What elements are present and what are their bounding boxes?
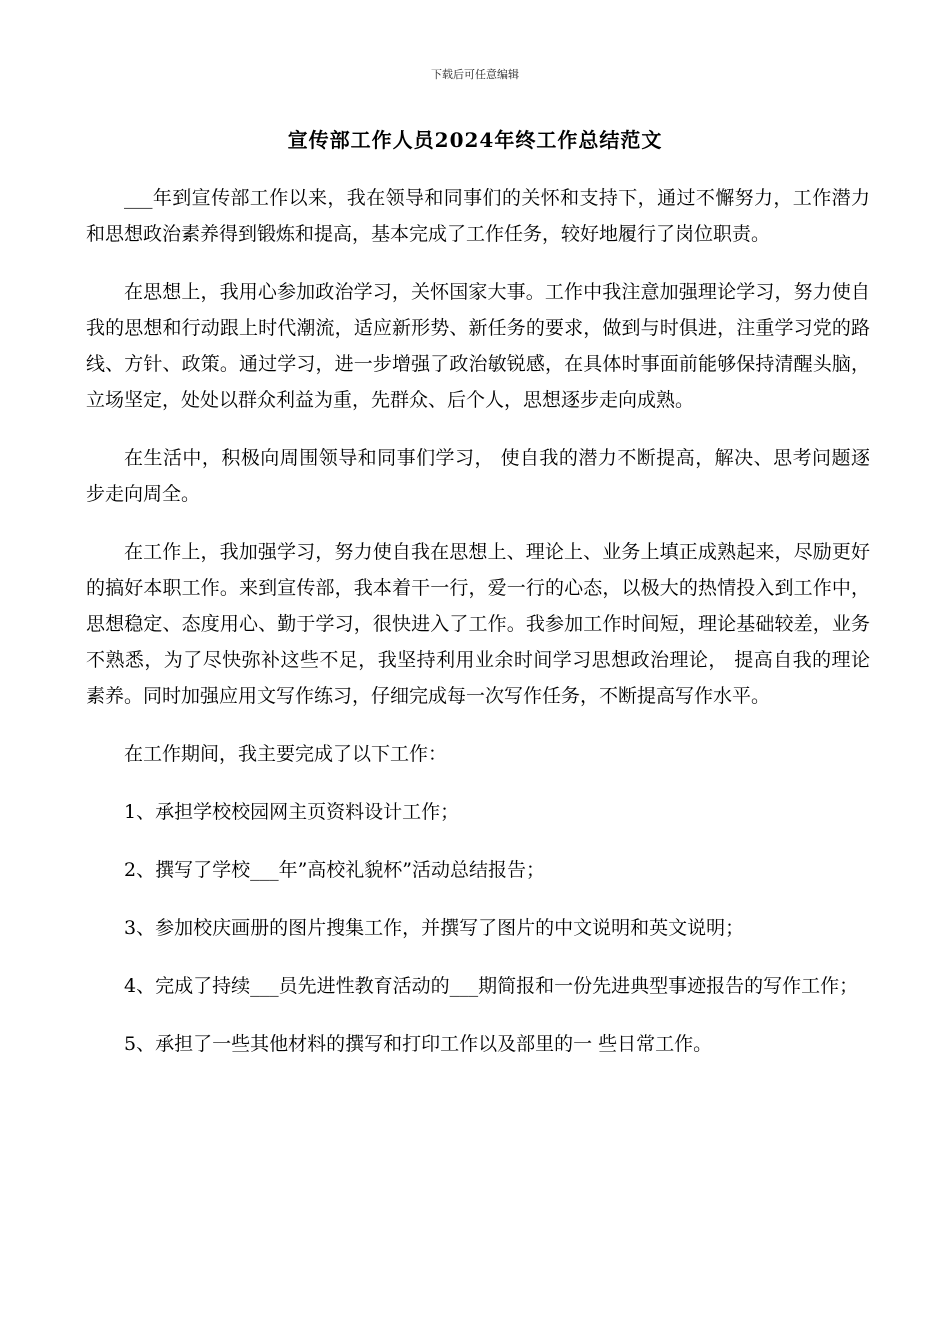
paragraph: ___年到宣传部工作以来，我在领导和同事们的关怀和支持下，通过不懈努力，工作潜力和思想政治素养得到锻炼和提高，基本完成了工作任务，较好地履行了岗位职责。 bbox=[86, 187, 870, 245]
list-item: 4、完成了持续___员先进性教育活动的___期简报和一份先进典型事迹报告的写作工作； bbox=[124, 975, 859, 997]
list-item: 2、撰写了学校___年”高校礼貌杯”活动总结报告； bbox=[124, 859, 546, 881]
list-item: 5、承担了一些其他材料的撰写和打印工作以及部里的一 些日常工作。 bbox=[124, 1033, 713, 1055]
list-item: 3、参加校庆画册的图片搜集工作，并撰写了图片的中文说明和英文说明； bbox=[124, 917, 745, 939]
document-body bbox=[86, 180, 870, 1084]
paragraph: 在工作上，我加强学习，努力使自我在思想上、理论上、业务上填正成熟起来，尽励更好的搞好本职工作。来到宣传部，我本着干一行，爱一行的心态，以极大的热情投入到工作中，思想稳定、态度用心、勤于学习，很快进入了工作。我参加工作时间短，理论基础较差，业务不熟悉，为了尽快弥补这些不足，我坚持利用业余时间学习思想政治理论， 提高自我的理论素养。同时加强应用文写作练习，仔细完成每一次写作任务，不断提高写作水平。 bbox=[86, 541, 870, 707]
paragraph: 在工作期间，我主要完成了以下工作： bbox=[124, 743, 448, 765]
list-item: 1、承担学校校园网主页资料设计工作； bbox=[124, 801, 460, 823]
paragraph: 在生活中，积极向周围领导和同事们学习， 使自我的潜力不断提高，解决、思考问题逐步走向周全。 bbox=[86, 447, 870, 505]
paragraph: 在思想上，我用心参加政治学习，关怀国家大事。工作中我注意加强理论学习，努力使自我的思想和行动跟上时代潮流，适应新形势、新任务的要求，做到与时俱进，注重学习党的路线、方针、政策。通过学习，进一步增强了政治敏锐感，在具体时事面前能够保持清醒头脑，立场坚定，处处以群众利益为重，先群众、后个人，思想逐步走向成熟。 bbox=[86, 281, 870, 411]
document-title: 宣传部工作人员2024年终工作总结范文 bbox=[287, 128, 663, 152]
page-header-note: 下载后可任意编辑 bbox=[431, 68, 519, 81]
